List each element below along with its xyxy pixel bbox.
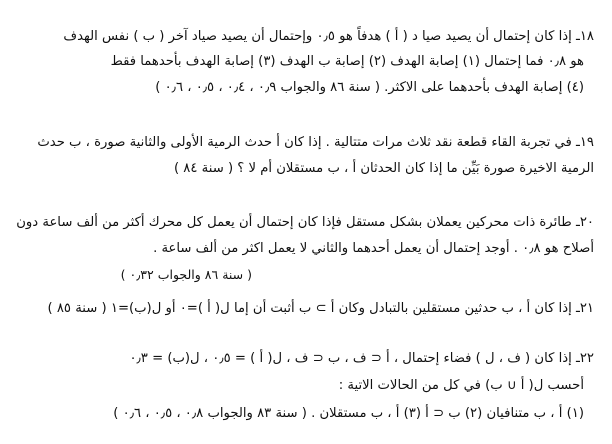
problem-18-line-2: هو ٠٫٨ فما إحتمال (١) إصابة الهدف (٢) إصابة ب الهدف (٣) إصابة الهدف بأحدهما فقط (110, 54, 584, 69)
problem-22-line-3: (١) أ ، ب متنافيان (٢) ب ⊂ أ (٣) أ ، ب مستقلان . ( سنة ٨٣ والجواب ٠٫٨ ، ٠٫٥ ، ٠٫٦ ) (113, 406, 584, 421)
problem-20-line-1: ٢٠ـ طائرة ذات محركين يعملان بشكل مستقل فإذا كان إحتمال أن يعمل كل محرك أكثر من ألف ساعة دون (16, 215, 594, 230)
problem-19-line-2: الرمية الاخيرة صورة بَيِّن ما إذا كان الحدثان أ ، ب مستقلان أم لا ؟ ( سنة ٨٤ ) (173, 161, 594, 176)
problem-20-answer: ( سنة ٨٦ والجواب ٠٫٣٢ ) (120, 267, 252, 282)
problem-19-line-1: ١٩ـ في تجربة القاء قطعة نقد ثلاث مرات متتالية . إذا كان أ حدث الرمية الأولى والثانية صورة ، ب حدث (37, 135, 594, 150)
problem-22-line-1: ٢٢ـ إذا كان ( ف ، ل ) فضاء إحتمال ، أ ⊂ ف ، ب ⊂ ف ، ل( أ ) = ٠٫٥ ، ل(ب) = ٠٫٣ (129, 351, 594, 366)
problem-18-line-3: (٤) إصابة الهدف بأحدهما على الاكثر. ( سنة ٨٦ والجواب ٠٫٩ ، ٠٫٤ ، ٠٫٥ ، ٠٫٦ ) (155, 80, 584, 95)
problem-18-line-1: ١٨ـ إذا كان إحتمال أن يصيد صيا د ( أ ) هدفاً هو ٠٫٥ وإحتمال أن يصيد صياد آخر ( ب ) نفس الهدف (63, 29, 594, 44)
problem-21-line-1: ٢١ـ إذا كان أ ، ب حدثين مستقلين بالتبادل وكان أ ⊃ ب أثبت أن إما ل( أ )=٠ أو ل(ب)=١ ( سنة ٨٥ ) (47, 301, 594, 316)
problem-20-line-2: أصلاح هو ٠٫٨ . أوجد إحتمال أن يعمل أحدهما والثاني لا يعمل اكثر من ألف ساعة . (153, 241, 594, 256)
problem-22-line-2: أحسب ل( أ ∪ ب) في كل من الحالات الاتية : (338, 378, 584, 393)
